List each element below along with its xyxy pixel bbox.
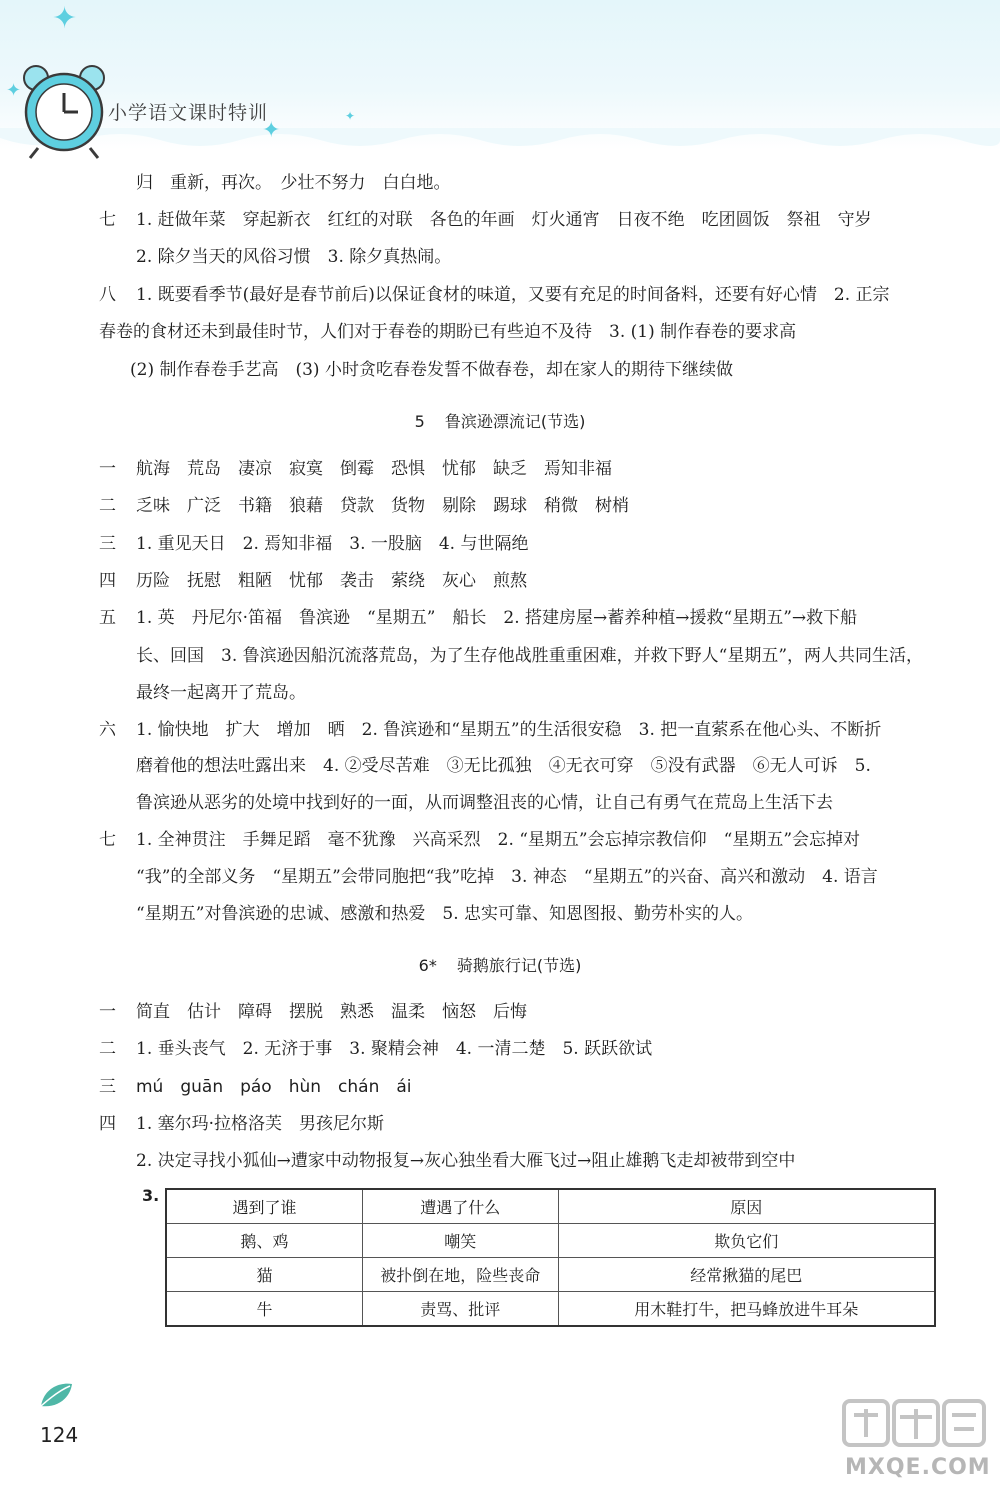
answer-line: (2) 制作春卷手艺高 (3) 小时贪吃春卷发誓不做春卷，却在家人的期待下继续做	[130, 360, 733, 380]
table-cell: 被扑倒在地，险些丧命	[363, 1258, 559, 1292]
question-number: 七	[99, 210, 116, 230]
table-label: 3.	[142, 1186, 160, 1205]
answer-line: “我”的全部义务 “星期五”会带同胞把“我”吃掉 3. 神态 “星期五”的兴奋、高兴和激动 4. 语言	[136, 867, 878, 887]
answer-line: 历险 抚慰 粗陋 忧郁 袭击 萦绕 灰心 煎熬	[136, 571, 527, 591]
table-header-cell: 遭遇了什么	[363, 1189, 559, 1224]
question-number: 八	[99, 285, 116, 305]
question-number: 一	[99, 1002, 116, 1022]
question-number: 四	[99, 571, 116, 591]
pinyin-answer-line: mú guān páo hùn chán ái	[136, 1077, 412, 1097]
answer-line: 1. 垂头丧气 2. 无济于事 3. 聚精会神 4. 一清二楚 5. 跃跃欲试	[136, 1039, 653, 1059]
answer-line: 长、回国 3. 鲁滨逊因船沉流落荒岛，为了生存他战胜重重困难，并救下野人“星期五”，两人共同生活，	[136, 646, 924, 666]
lesson-number: 6*	[418, 956, 437, 975]
question-number: 七	[99, 830, 116, 850]
table-cell: 嘲笑	[363, 1224, 559, 1258]
star-icon: ✦	[345, 109, 356, 123]
table-header-row	[166, 1189, 935, 1224]
answer-line: 2. 决定寻找小狐仙→遭家中动物报复→灰心独坐看大雁飞过→阻止雄鹅飞走却被带到空中	[136, 1151, 796, 1171]
watermark-text: MXQE.COM	[845, 1455, 991, 1480]
answer-line: 1. 赶做年菜 穿起新衣 红红的对联 各色的年画 灯火通宵 日夜不绝 吃团圆饭 祭祖 守岁	[136, 210, 872, 230]
table-header-cell: 遇到了谁	[166, 1189, 363, 1224]
page-number: 124	[40, 1423, 79, 1447]
question-number: 六	[99, 720, 116, 740]
star-icon: ✦	[52, 1, 78, 36]
star-icon: ✦	[6, 80, 22, 101]
answer-line: 1. 英 丹尼尔·笛福 鲁滨逊 “星期五” 船长 2. 搭建房屋→蓄养种植→援救“星期五”→救下船	[136, 608, 858, 628]
answer-line: 1. 塞尔玛·拉格洛芙 男孩尼尔斯	[136, 1114, 385, 1134]
table-row	[166, 1224, 935, 1258]
answer-line: 航海 荒岛 凄凉 寂寞 倒霉 恐惧 忧郁 缺乏 焉知非福	[136, 459, 612, 479]
table-cell: 经常揪猫的尾巴	[558, 1258, 935, 1292]
question-number: 四	[99, 1114, 116, 1134]
table-cell: 牛	[166, 1292, 363, 1327]
table-cell: 鹅、鸡	[166, 1224, 363, 1258]
table-row	[166, 1258, 935, 1292]
lesson-name: 骑鹅旅行记(节选)	[456, 956, 582, 975]
prev-answer-tail: 归 重新，再次。 少壮不努力 白白地。	[136, 173, 451, 193]
answer-line: 1. 重见天日 2. 焉知非福 3. 一股脑 4. 与世隔绝	[136, 534, 529, 554]
table-cell: 责骂、批评	[363, 1292, 559, 1327]
answer-line: “星期五”对鲁滨逊的忠诚、感激和热爱 5. 忠实可靠、知恩图报、勤劳朴实的人。	[136, 904, 754, 924]
alarm-clock-icon	[14, 60, 114, 160]
leaf-icon	[38, 1380, 74, 1410]
lesson-title	[0, 954, 1000, 978]
table-cell: 欺负它们	[558, 1224, 935, 1258]
table-cell: 用木鞋打牛，把马蜂放进牛耳朵	[558, 1292, 935, 1327]
question-number: 五	[99, 608, 116, 628]
question-number: 三	[99, 534, 116, 554]
table-cell: 猫	[166, 1258, 363, 1292]
answer-line: 磨着他的想法吐露出来 4. ②受尽苦难 ③无比孤独 ④无衣可穿 ⑤没有武器 ⑥无人可诉 5.	[136, 756, 871, 776]
lesson-number: 5	[414, 412, 425, 431]
table-header-cell: 原因	[558, 1189, 935, 1224]
answer-table	[165, 1188, 936, 1327]
question-number: 二	[99, 496, 116, 516]
answer-line: 春卷的食材还未到最佳时节，人们对于春卷的期盼已有些迫不及待 3. (1) 制作春卷的要求高	[99, 322, 797, 342]
lesson-title	[0, 410, 1000, 434]
table-row	[166, 1292, 935, 1327]
series-title: 小学语文课时特训	[108, 102, 269, 124]
question-number: 三	[99, 1077, 116, 1097]
question-number: 一	[99, 459, 116, 479]
answer-line: 2. 除夕当天的风俗习惯 3. 除夕真热闹。	[136, 247, 452, 267]
answer-line: 1. 全神贯注 手舞足蹈 毫不犹豫 兴高采烈 2. “星期五”会忘掉宗教信仰 “星期五”会忘掉对	[136, 830, 861, 850]
answer-line: 乏味 广泛 书籍 狼藉 贷款 货物 剔除 踢球 稍微 树梢	[136, 496, 629, 516]
lesson-name: 鲁滨逊漂流记(节选)	[444, 412, 586, 431]
star-icon: ✦	[262, 118, 281, 143]
answer-line: 1. 既要看季节(最好是春节前后)以保证食材的味道，又要有充足的时间备料，还要有好心情 2. 正宗	[136, 285, 890, 305]
answer-line: 最终一起离开了荒岛。	[136, 683, 306, 703]
question-number: 二	[99, 1039, 116, 1059]
answer-line: 1. 愉快地 扩大 增加 晒 2. 鲁滨逊和“星期五”的生活很安稳 3. 把一直萦系在他心头、不断折	[136, 720, 882, 740]
answer-line: 鲁滨逊从恶劣的处境中找到好的一面，从而调整沮丧的心情，让自己有勇气在荒岛上生活下去	[136, 793, 833, 813]
header-wave-decoration	[0, 128, 1000, 158]
answer-line: 简直 估计 障碍 摆脱 熟悉 温柔 恼怒 后悔	[136, 1002, 527, 1022]
